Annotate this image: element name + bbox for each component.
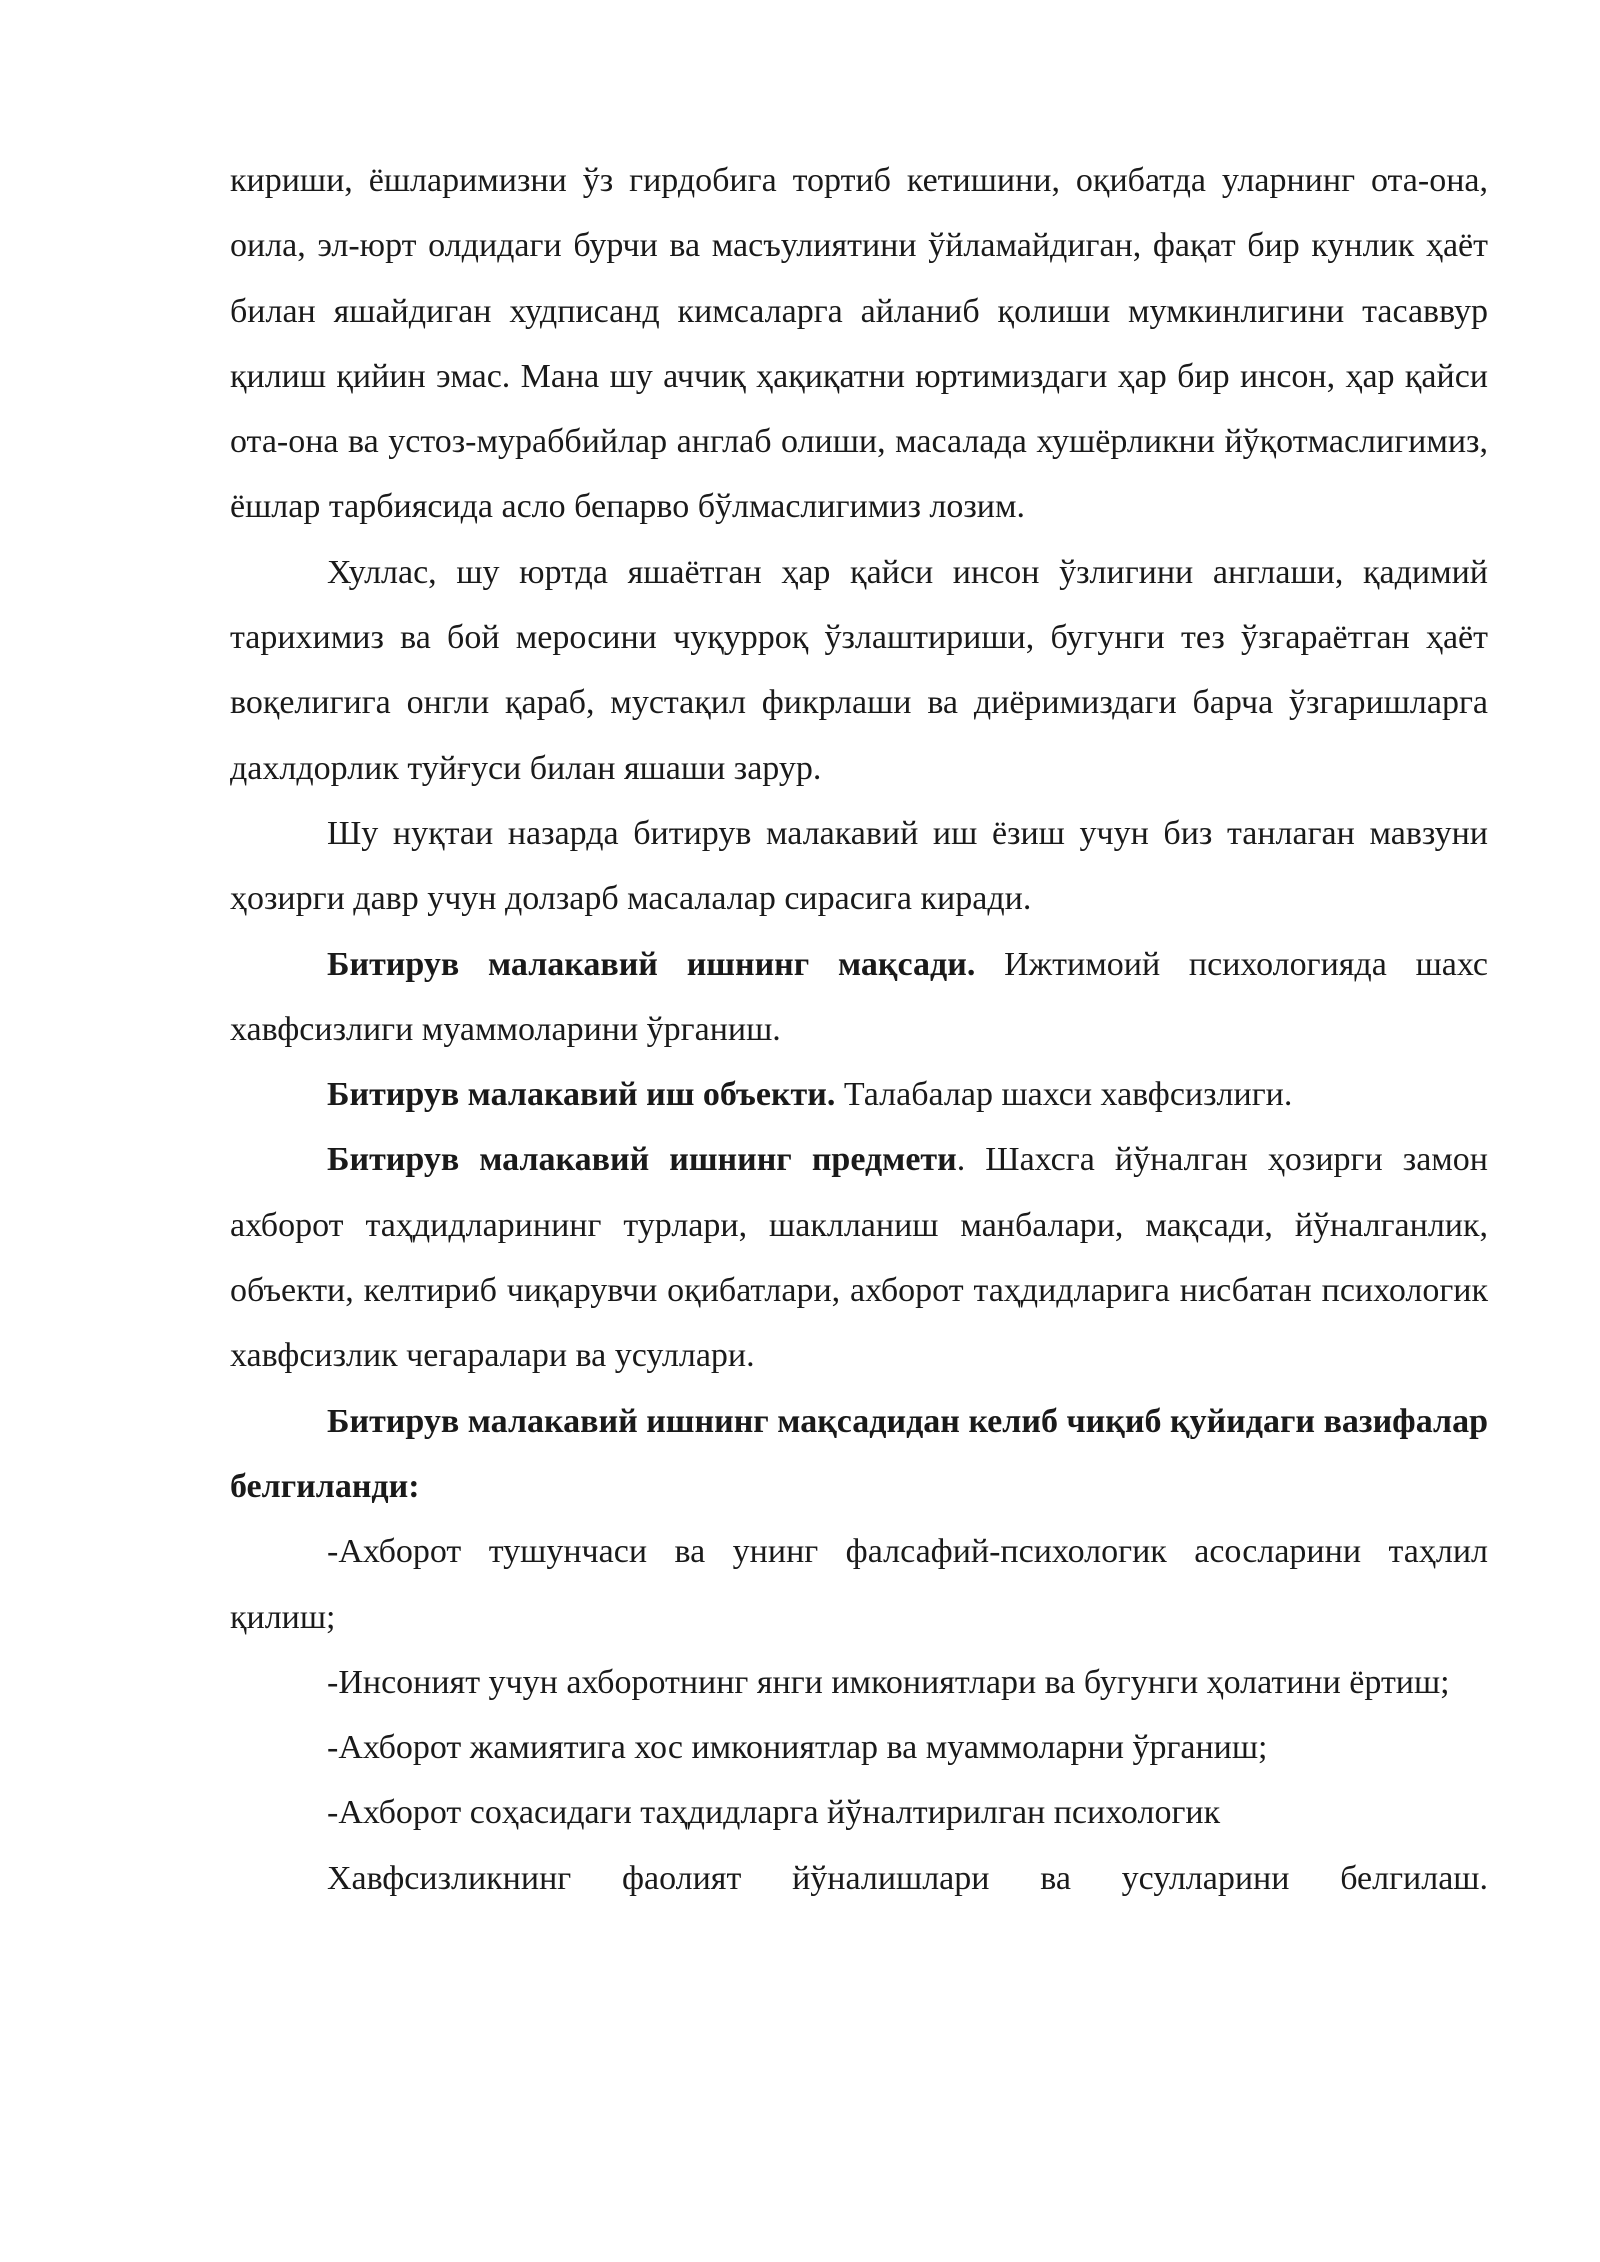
subject-text: . Шахсга йўналган ҳозирги замон ахборот таҳдидларининг турлари, шаклланиш манбалари, мақсади, йўналганлик, объекти, келтириб чиқарувчи оқибатлари, ахборот таҳдидларига нисбатан психологик хавфсизлик чегаралари ва усуллари. [230,1141,1489,1375]
paragraph-conclusion: Хуллас, шу юртда яшаётган ҳар қайси инсон ўзлигини англаши, қадимий тарихимиз ва бой меросини чуқурроқ ўзлаштириши, бугунги тез ўзгараётган ҳаёт воқелигига онгли қараб, мустақил фикрлаши ва диёримиздаги барча ўзгаришларга дахлдорлик туйғуси билан яшаши зарур. [230,553,1488,787]
task-item: -Ахборот тушунчаси ва унинг фалсафий-психологик асосларини таҳлил қилиш; [230,1533,1488,1636]
task-item: -Ахборот соҳасидаги таҳдидларга йўналтирилган психологик [327,1794,1221,1832]
document-page [230,148,1488,1911]
paragraph-last-line: Хавфсизликнинг фаолият йўналишлари ва усулларини белгилаш. [327,1859,1488,1897]
goal-text: Ижтимоий психологияда шахс хавфсизлиги муаммоларини ўрганиш. [230,945,1488,1048]
paragraph-subject [230,1127,1488,1388]
paragraph-tasks-heading [230,1389,1488,1520]
task-item: -Инсоният учун ахборотнинг янги имкониятлари ва бугунги ҳолатини ёртиш; [327,1663,1450,1701]
paragraph-goal [230,932,1488,1063]
paragraph-intro: кириши, ёшларимизни ўз гирдобига тортиб кетишини, оқибатда уларнинг ота-она, оила, эл-юрт олдидаги бурчи ва масъулиятини ўйламайдиган, фақат бир кунлик ҳаёт билан яшайдиган худписанд кимсаларга айланиб қолиши мумкинлигини тасаввур қилиш қийин эмас. Мана шу аччиқ ҳақиқатни юртимиздаги ҳар бир инсон, ҳар қайси ота-она ва устоз-мураббийлар англаб олиши, масалада хушёрликни йўқотмаслигимиз, ёшлар тарбиясида асло бепарво бўлмаслигимиз лозим. [230,162,1488,526]
object-label: Битирув малакавий иш объекти. [327,1076,836,1114]
subject-label: Битирув малакавий ишнинг предмети [327,1141,957,1179]
object-text: Талабалар шахси хавфсизлиги. [835,1076,1293,1114]
goal-label: Битирув малакавий ишнинг мақсади. [327,945,976,983]
tasks-heading: Битирув малакавий ишнинг мақсадидан келиб чиқиб қуйидаги вазифалар белгиланди: [230,1402,1488,1505]
task-item: -Ахборот жамиятига хос имкониятлар ва муаммоларни ўрганиш; [327,1729,1268,1767]
paragraph-object [230,1062,1488,1127]
paragraph-topic-relevance: Шу нуқтаи назарда битирув малакавий иш ёзиш учун биз танлаган мавзуни ҳозирги давр учун долзарб масалалар сирасига киради. [230,814,1488,918]
